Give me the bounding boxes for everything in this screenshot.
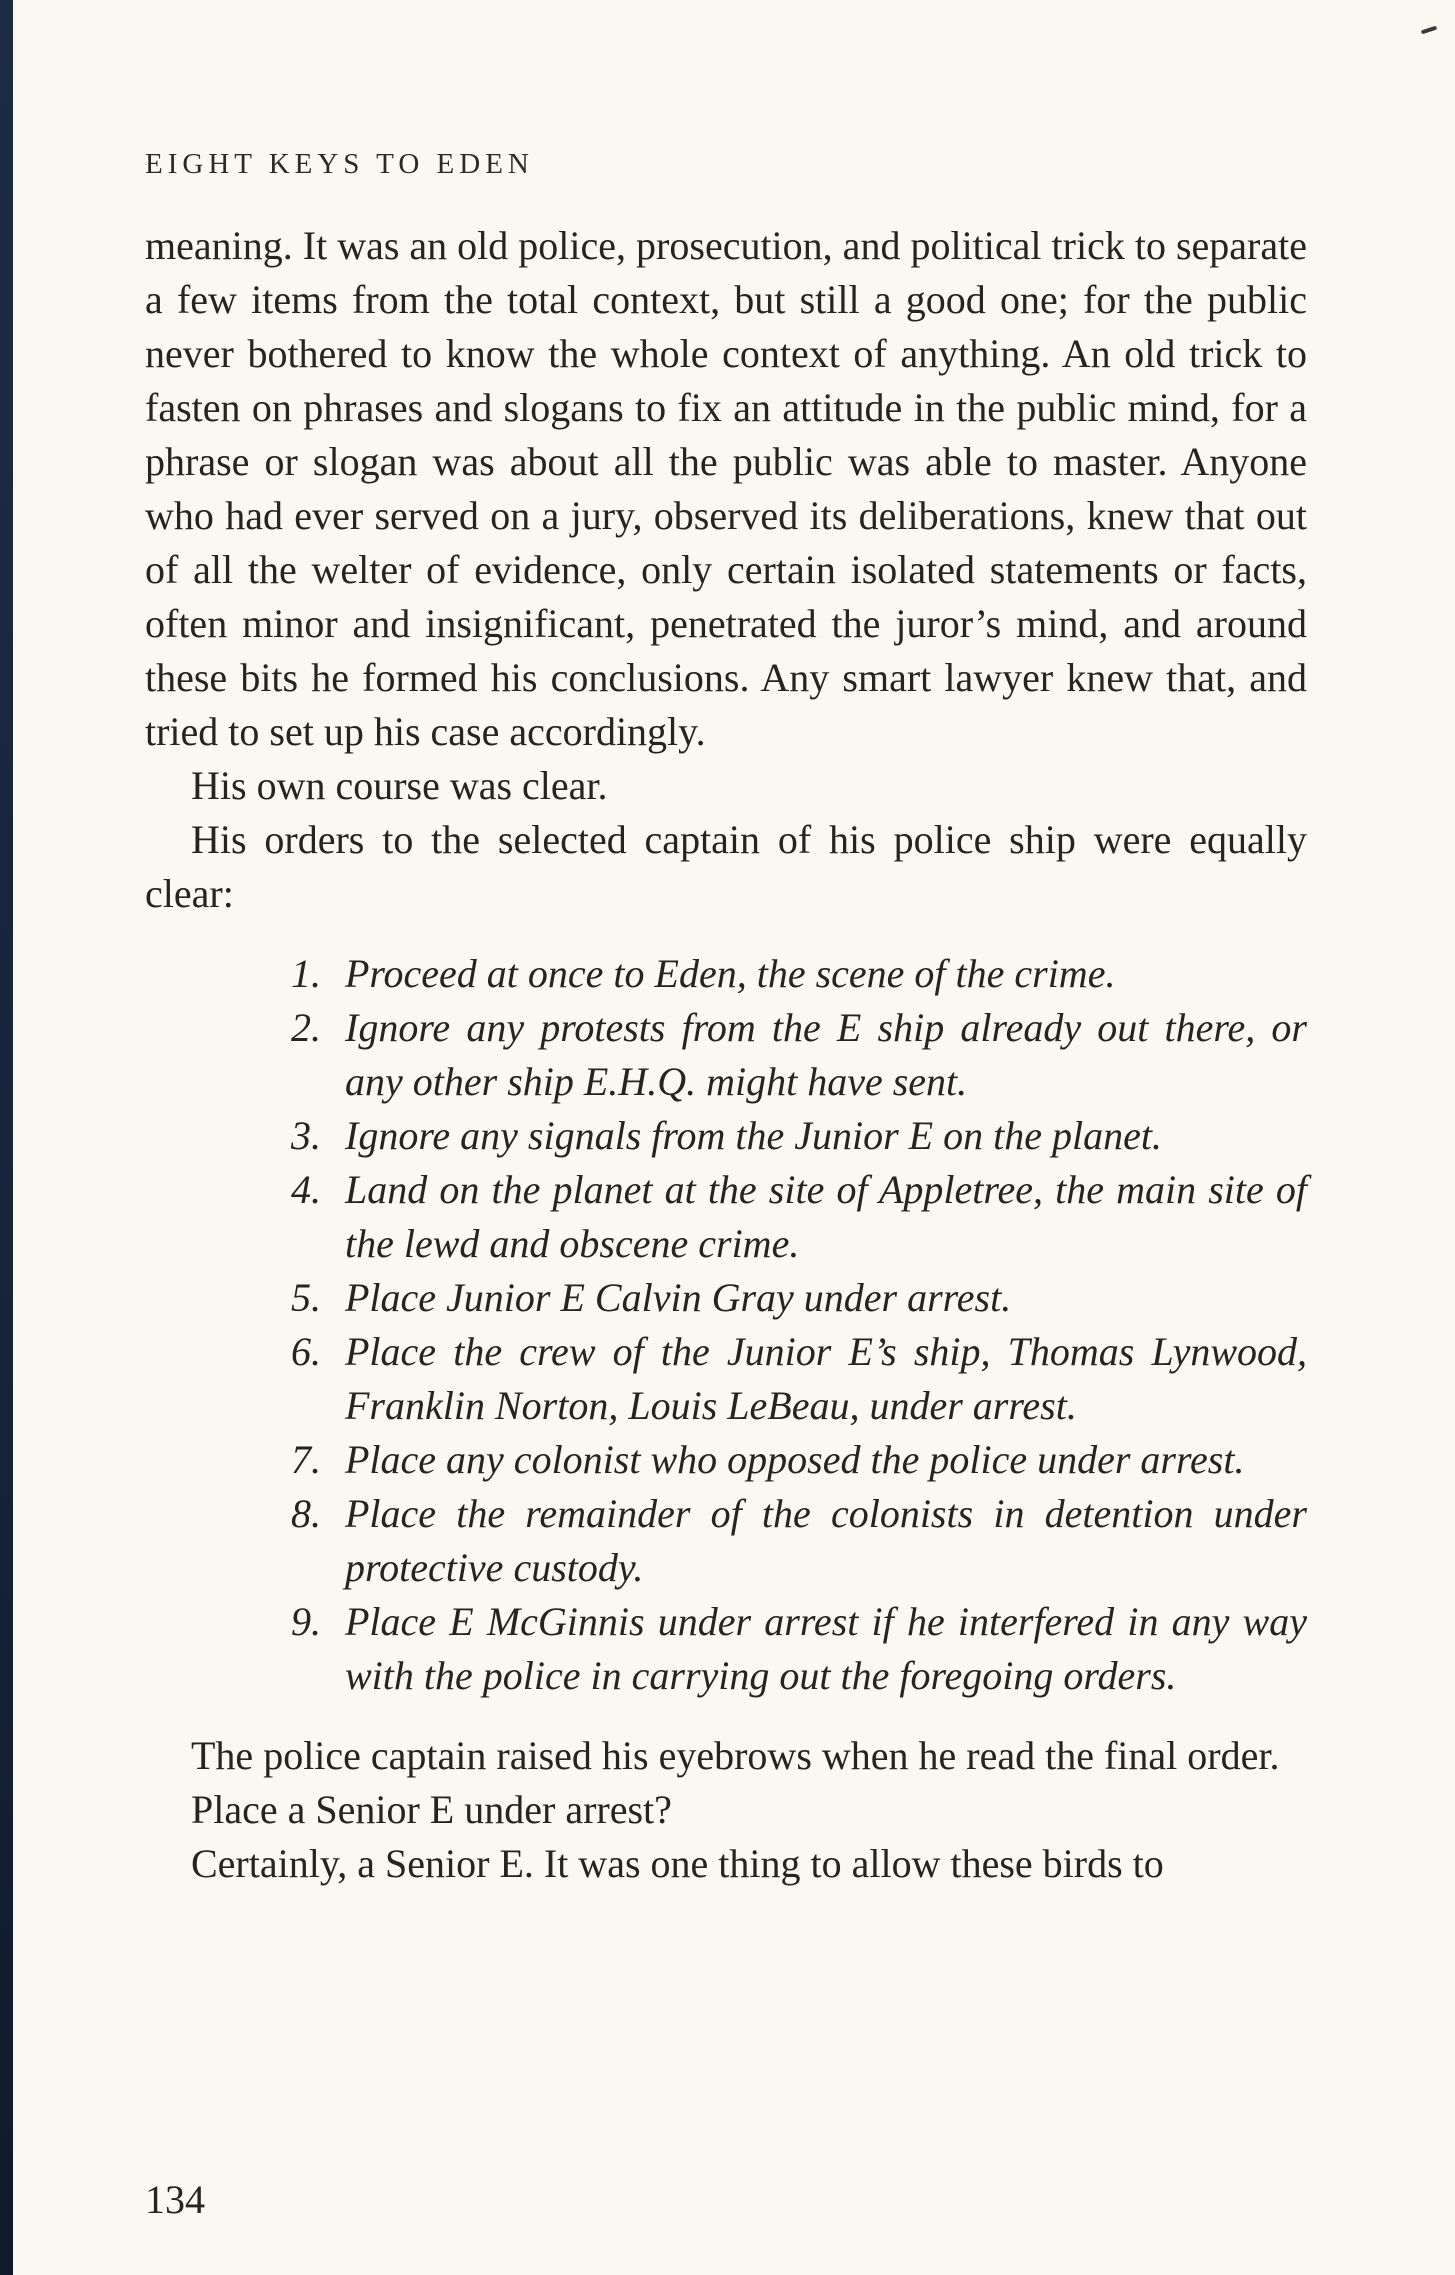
paragraph: The police captain raised his eyebrows when he read the final order. (191, 1733, 1280, 1778)
list-item (291, 1001, 1307, 1109)
list-item-number: 1. (291, 951, 321, 996)
binding-edge (0, 0, 13, 2275)
paragraph: Place a Senior E under arrest? (191, 1787, 672, 1832)
list-item-text: Ignore any protests from the E ship already out there, or any other ship E.H.Q. might have sent. (345, 1005, 1307, 1104)
list-item-number: 3. (291, 1113, 321, 1158)
list-item (291, 1325, 1307, 1433)
list-item-number: 4. (291, 1167, 321, 1212)
list-item (291, 1487, 1307, 1595)
page-number: 134 (145, 2177, 205, 2222)
list-item-text: Proceed at once to Eden, the scene of the crime. (345, 951, 1116, 996)
list-item (291, 1595, 1307, 1703)
list-item-text: Place E McGinnis under arrest if he interfered in any way with the police in carrying out the foregoing orders. (345, 1599, 1307, 1698)
paragraph: His orders to the selected captain of his police ship were equally clear: (145, 817, 1307, 916)
list-item-number: 2. (291, 1005, 321, 1050)
list-item-text: Place Junior E Calvin Gray under arrest. (345, 1275, 1012, 1320)
orders-list (291, 947, 1307, 1703)
running-header: EIGHT KEYS TO EDEN (145, 148, 534, 180)
list-item (291, 1271, 1307, 1325)
list-item-text: Place any colonist who opposed the police under arrest. (345, 1437, 1245, 1482)
list-item-number: 5. (291, 1275, 321, 1320)
paragraph: His own course was clear. (191, 763, 608, 808)
list-item-text: Land on the planet at the site of Appletree, the main site of the lewd and obscene crime. (345, 1167, 1307, 1266)
paragraph: Certainly, a Senior E. It was one thing to allow these birds to (191, 1841, 1164, 1886)
list-item-text: Place the crew of the Junior E’s ship, Thomas Lynwood, Franklin Norton, Louis LeBeau, under arrest. (345, 1329, 1307, 1428)
list-item-text: Ignore any signals from the Junior E on the planet. (345, 1113, 1162, 1158)
list-item-number: 7. (291, 1437, 321, 1482)
paragraph-continuation: meaning. It was an old police, prosecution, and political trick to separate a few items from the total context, but still a good one; for the public never bothered to know the whole context of anything. An old trick to fasten on phrases and slogans to fix an attitude in the public mind, for a phrase or slogan was about all the public was able to master. Anyone who had ever served on a jury, observed its deliberations, knew that out of all the welter of evidence, only certain isolated statements or facts, often minor and insignificant, penetrated the juror’s mind, and around these bits he formed his conclusions. Any smart lawyer knew that, and tried to set up his case accordingly. (145, 223, 1307, 754)
list-item (291, 1163, 1307, 1271)
list-item-number: 8. (291, 1491, 321, 1536)
list-item-number: 9. (291, 1599, 321, 1644)
list-item (291, 1433, 1307, 1487)
list-item-number: 6. (291, 1329, 321, 1374)
list-item-text: Place the remainder of the colonists in detention under protective custody. (345, 1491, 1307, 1590)
list-item (291, 1109, 1307, 1163)
list-item (291, 947, 1307, 1001)
scan-artifact (1421, 26, 1437, 35)
